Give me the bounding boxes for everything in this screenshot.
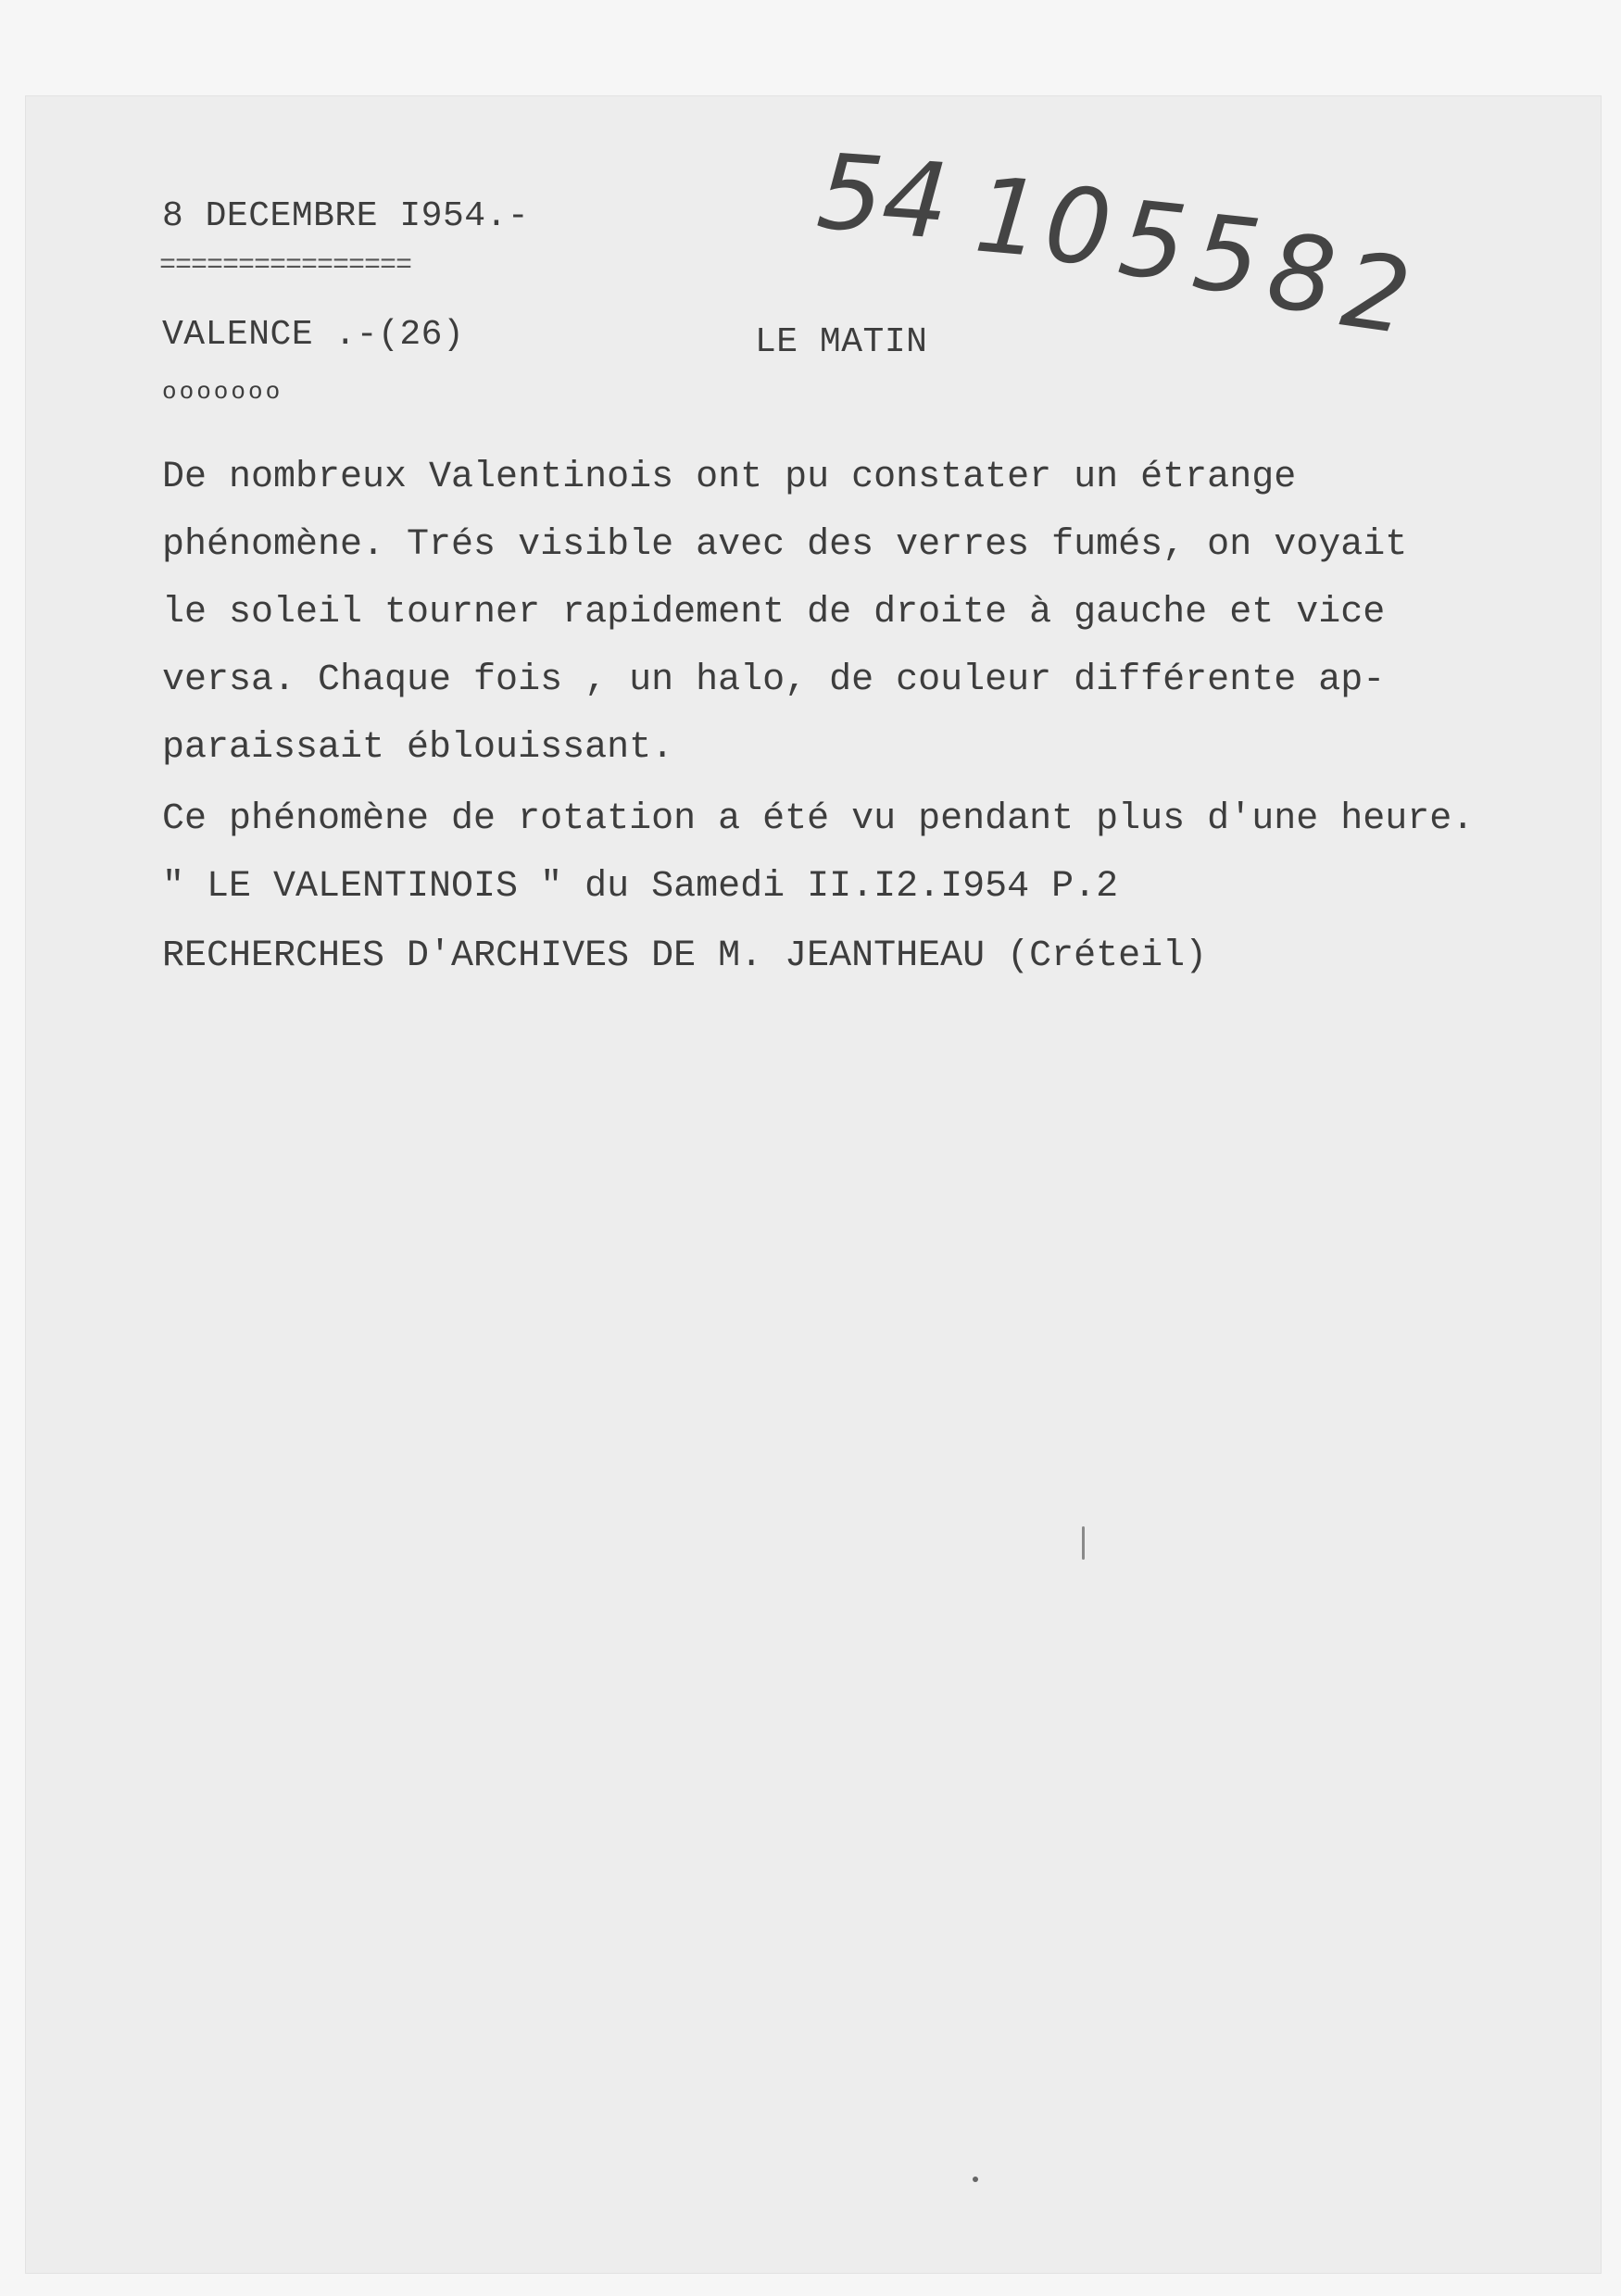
- separator-circles: ooooooo: [162, 378, 283, 406]
- source-newspaper: LE MATIN: [755, 322, 928, 362]
- paper-speck: [1082, 1526, 1085, 1560]
- body-line: versa. Chaque fois , un halo, de couleur différente ap-: [162, 659, 1386, 701]
- body-line: phénomène. Trés visible avec des verres fumés, on voyait: [162, 524, 1408, 566]
- document-sheet: [26, 96, 1601, 2273]
- body-line: le soleil tourner rapidement de droite à gauche et vice: [162, 592, 1386, 634]
- body-line: Ce phénomène de rotation a été vu pendant plus d'une heure.: [162, 798, 1475, 840]
- body-line: RECHERCHES D'ARCHIVES DE M. JEANTHEAU (Créteil): [162, 935, 1208, 977]
- stamp-digit-1: 5: [813, 132, 888, 257]
- archive-number-stamp: [815, 130, 1445, 389]
- report-date: 8 DECEMBRE I954.-: [162, 196, 530, 236]
- stamp-digit-2: 4: [878, 138, 953, 263]
- body-line: " LE VALENTINOIS " du Samedi II.I2.I954 P.2: [162, 866, 1119, 908]
- date-underline: ================: [159, 250, 412, 282]
- body-line: De nombreux Valentinois ont pu constater un étrange: [162, 457, 1297, 498]
- stamp-digit-3: 1: [970, 155, 1047, 282]
- stamp-digit-7: 8: [1261, 210, 1342, 339]
- paper-speck: [973, 2177, 978, 2182]
- report-location: VALENCE .-(26): [162, 315, 465, 355]
- stamp-digit-5: 5: [1113, 178, 1192, 306]
- stamp-digit-8: 2: [1335, 230, 1417, 358]
- stamp-digit-6: 5: [1187, 192, 1266, 320]
- body-line: paraissait éblouissant.: [162, 727, 674, 769]
- stamp-digit-4: 0: [1039, 164, 1116, 291]
